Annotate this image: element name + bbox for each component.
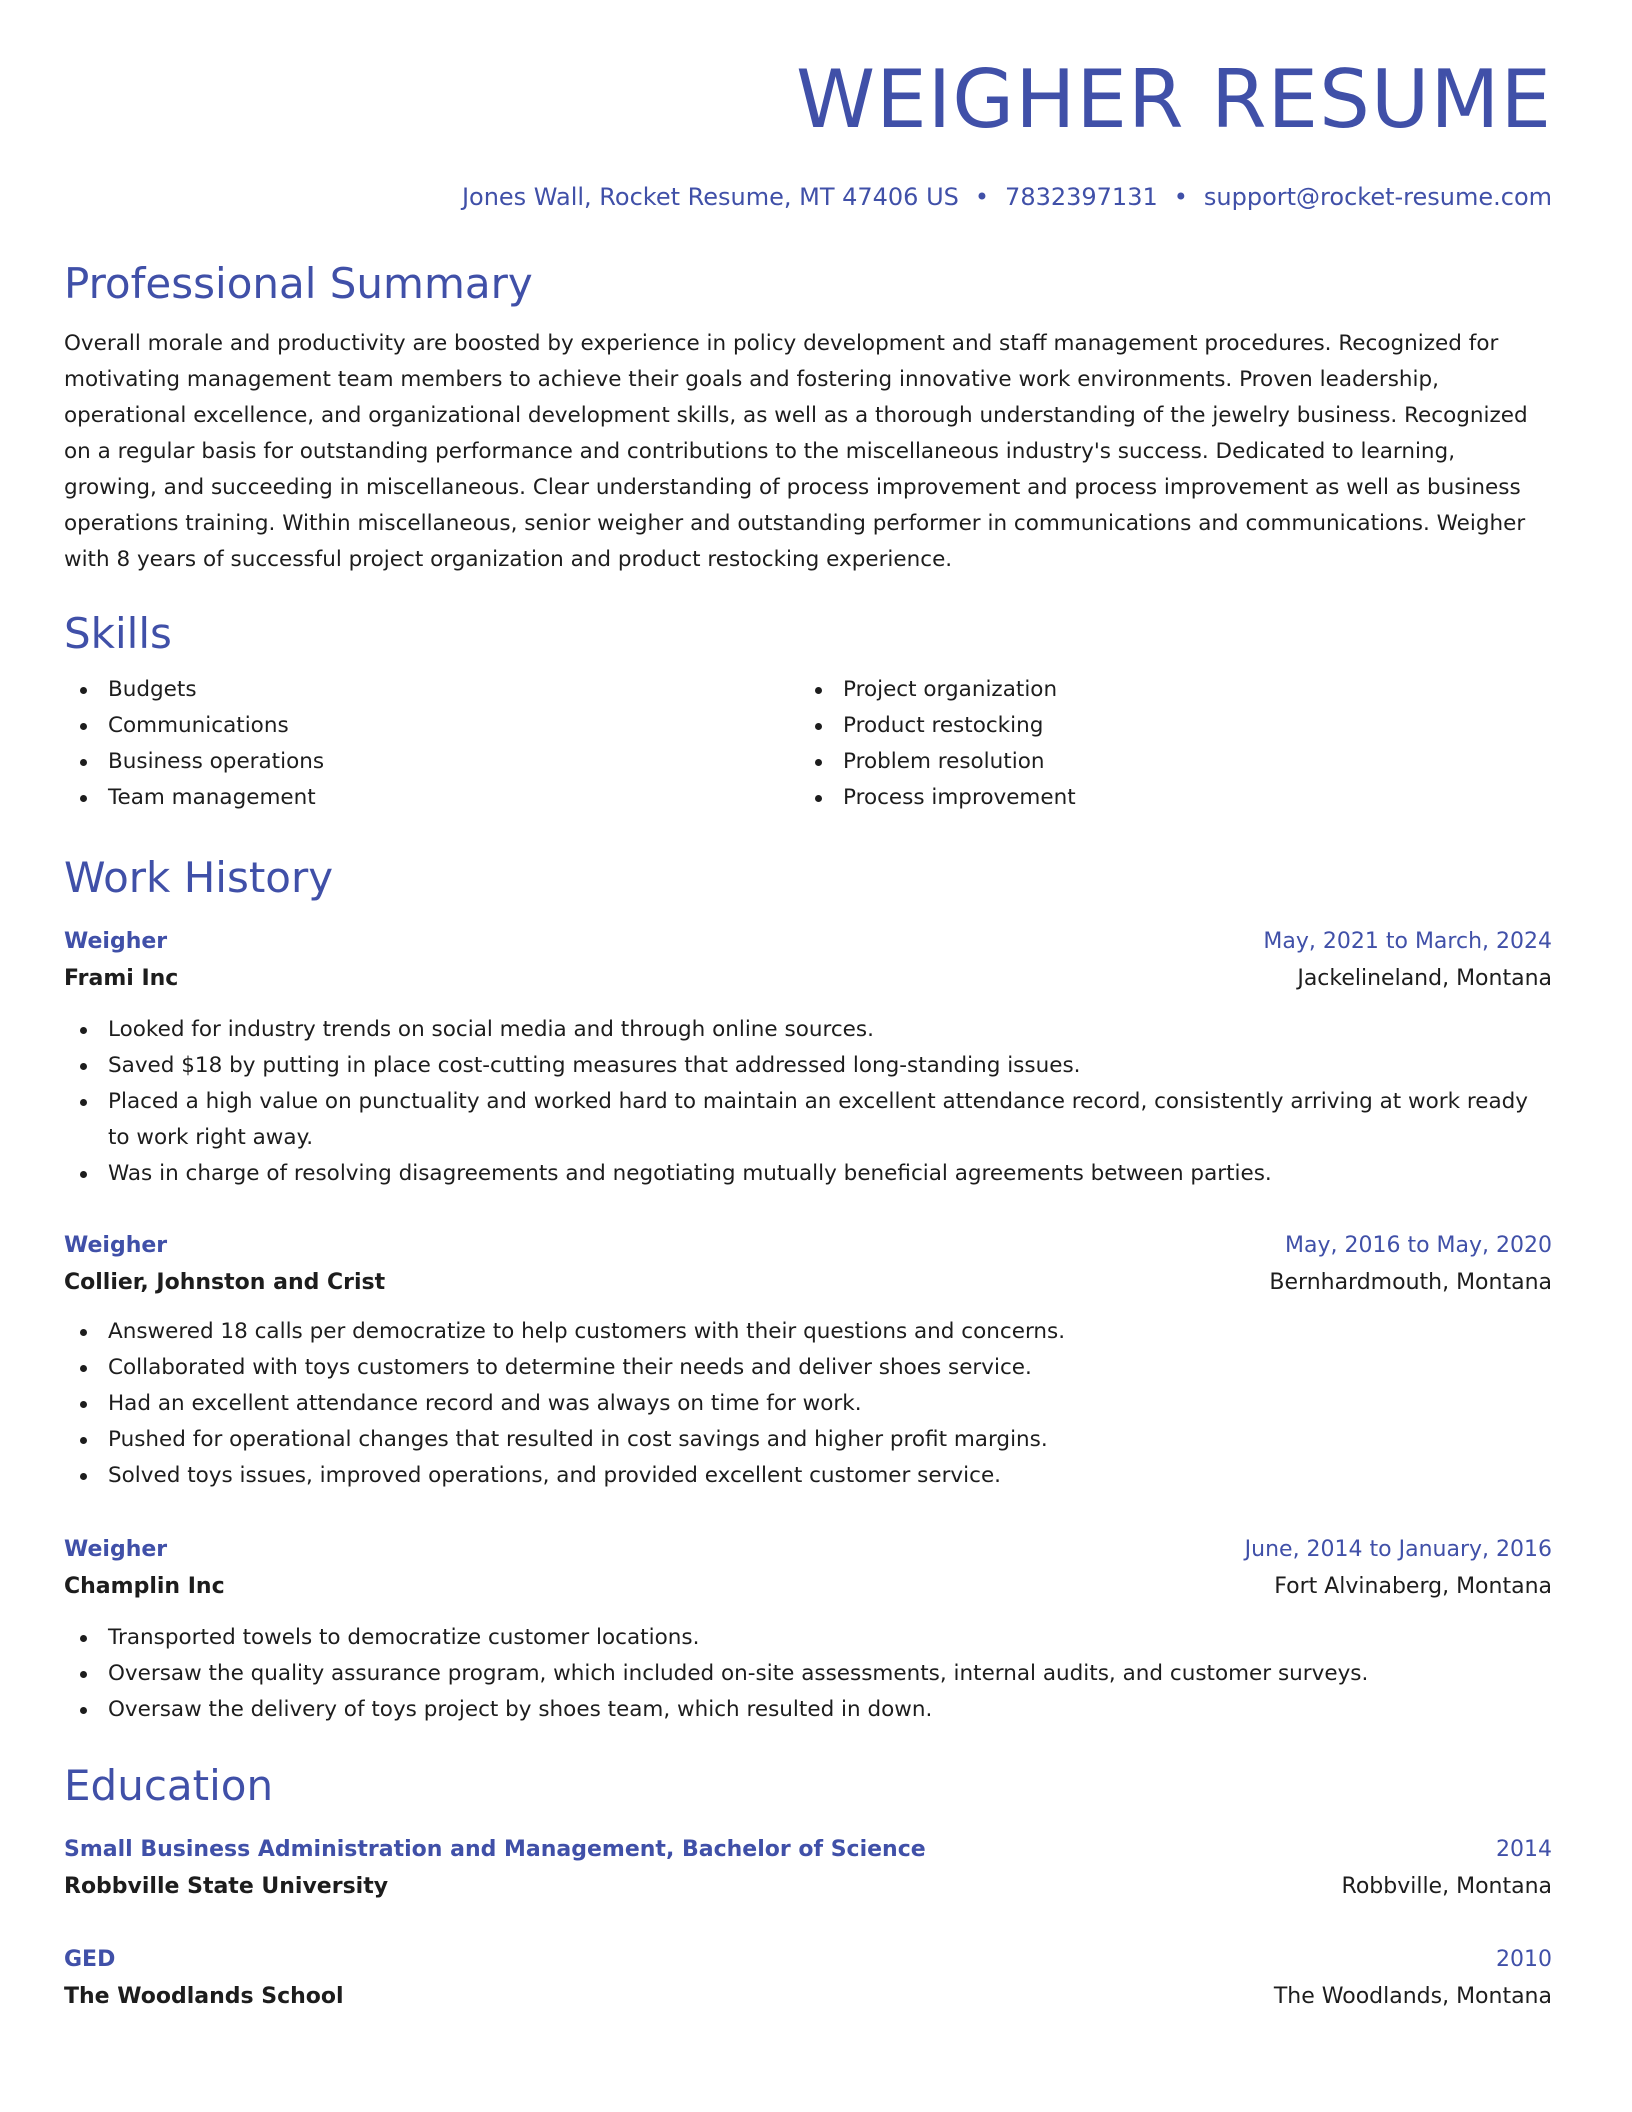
education-section — [64, 1760, 1552, 1812]
job-title: Weigher — [64, 1537, 168, 1562]
job-bullet: Oversaw the quality assurance program, which included on-site assessments, internal audits, and customer surveys. — [64, 1656, 1552, 1692]
resume-name: WEIGHER RESUME — [796, 53, 1552, 146]
job-bullet: Had an excellent attendance record and was always on time for work. — [64, 1386, 1552, 1422]
school-location: The Woodlands, Montana — [1273, 1984, 1552, 2009]
contact-separator: • — [1173, 183, 1188, 211]
job-entry — [64, 1532, 1552, 1728]
skills-column-left — [64, 672, 324, 816]
job-entry — [64, 1228, 1552, 1494]
education-entry — [64, 1942, 1552, 2016]
employer-name: Champlin Inc — [64, 1574, 225, 1599]
job-entry — [64, 924, 1552, 1192]
job-bullet: Solved toys issues, improved operations, and provided excellent customer service. — [64, 1458, 1552, 1494]
job-bullets — [64, 1314, 1552, 1494]
job-dates: June, 2014 to January, 2016 — [1244, 1537, 1552, 1562]
job-bullet: Looked for industry trends on social media and through online sources. — [64, 1012, 1552, 1048]
skill-item: Team management — [64, 780, 324, 816]
job-location: Fort Alvinaberg, Montana — [1274, 1574, 1552, 1599]
skill-item: Process improvement — [799, 780, 1076, 816]
job-bullet: Collaborated with toys customers to determine their needs and deliver shoes service. — [64, 1350, 1552, 1386]
job-title: Weigher — [64, 1233, 168, 1258]
job-bullet: Placed a high value on punctuality and worked hard to maintain an excellent attendance record, consistently arriving at work ready to work right away. — [64, 1084, 1552, 1156]
contact-address: Jones Wall, Rocket Resume, MT 47406 US — [461, 183, 959, 211]
summary-text: Overall morale and productivity are boosted by experience in policy development and staff management procedures. Recognized for motivating management team members to achieve their goals and fostering innovative work environments. Proven leadership, operational excellence, and organizational development skills, as well as a thorough understanding of the jewelry business. Recognized on a regular basis for outstanding performance and contributions to the miscellaneous industry's success. Dedicated to learning, growing, and succeeding in miscellaneous. Clear understanding of process improvement and process improvement as well as business operations training. Within miscellaneous, senior weigher and outstanding performer in communications and communications. Weigher with 8 years of successful project organization and product restocking experience. — [64, 331, 1528, 572]
skill-item: Project organization — [799, 672, 1076, 708]
section-title-skills: Skills — [64, 609, 172, 658]
section-title-work-history: Work History — [64, 853, 334, 902]
job-bullet: Oversaw the delivery of toys project by shoes team, which resulted in down. — [64, 1692, 1552, 1728]
contact-email[interactable]: support@rocket-resume.com — [1203, 183, 1552, 211]
contact-line — [64, 182, 1552, 212]
skill-item: Budgets — [64, 672, 324, 708]
job-title: Weigher — [64, 929, 168, 954]
job-dates: May, 2016 to May, 2020 — [1285, 1233, 1552, 1258]
job-bullets — [64, 1012, 1552, 1192]
school-location: Robbville, Montana — [1341, 1874, 1552, 1899]
contact-phone: 7832397131 — [1005, 183, 1158, 211]
skill-item: Communications — [64, 708, 324, 744]
summary-section — [64, 258, 1552, 578]
job-dates: May, 2021 to March, 2024 — [1263, 929, 1552, 954]
employer-name: Frami Inc — [64, 966, 179, 991]
school-name: Robbville State University — [64, 1874, 389, 1899]
graduation-year: 2010 — [1496, 1947, 1552, 1972]
degree-name: Small Business Administration and Management, Bachelor of Science — [64, 1837, 926, 1862]
contact-separator: • — [974, 183, 990, 211]
job-bullet: Answered 18 calls per democratize to help customers with their questions and concerns. — [64, 1314, 1552, 1350]
skill-item: Business operations — [64, 744, 324, 780]
work-history-section — [64, 852, 1552, 904]
education-entry — [64, 1832, 1552, 1906]
section-title-education: Education — [64, 1761, 274, 1810]
resume-page — [64, 0, 1552, 2009]
skill-item: Product restocking — [799, 708, 1076, 744]
skills-column-right — [799, 672, 1076, 816]
skills-section — [64, 608, 1552, 822]
job-bullet: Pushed for operational changes that resulted in cost savings and higher profit margins. — [64, 1422, 1552, 1458]
job-location: Jackelineland, Montana — [1297, 966, 1552, 991]
skill-item: Problem resolution — [799, 744, 1076, 780]
graduation-year: 2014 — [1496, 1837, 1552, 1862]
job-bullet: Was in charge of resolving disagreements and negotiating mutually beneficial agreements between parties. — [64, 1156, 1552, 1192]
job-bullet: Saved $18 by putting in place cost-cutting measures that addressed long-standing issues. — [64, 1048, 1552, 1084]
degree-name: GED — [64, 1947, 116, 1972]
school-name: The Woodlands School — [64, 1984, 344, 2009]
section-title-summary: Professional Summary — [64, 259, 533, 308]
job-location: Bernhardmouth, Montana — [1269, 1270, 1552, 1295]
skills-list — [64, 672, 1552, 822]
job-bullet: Transported towels to democratize customer locations. — [64, 1620, 1552, 1656]
job-bullets — [64, 1620, 1552, 1728]
employer-name: Collier, Johnston and Crist — [64, 1270, 386, 1295]
